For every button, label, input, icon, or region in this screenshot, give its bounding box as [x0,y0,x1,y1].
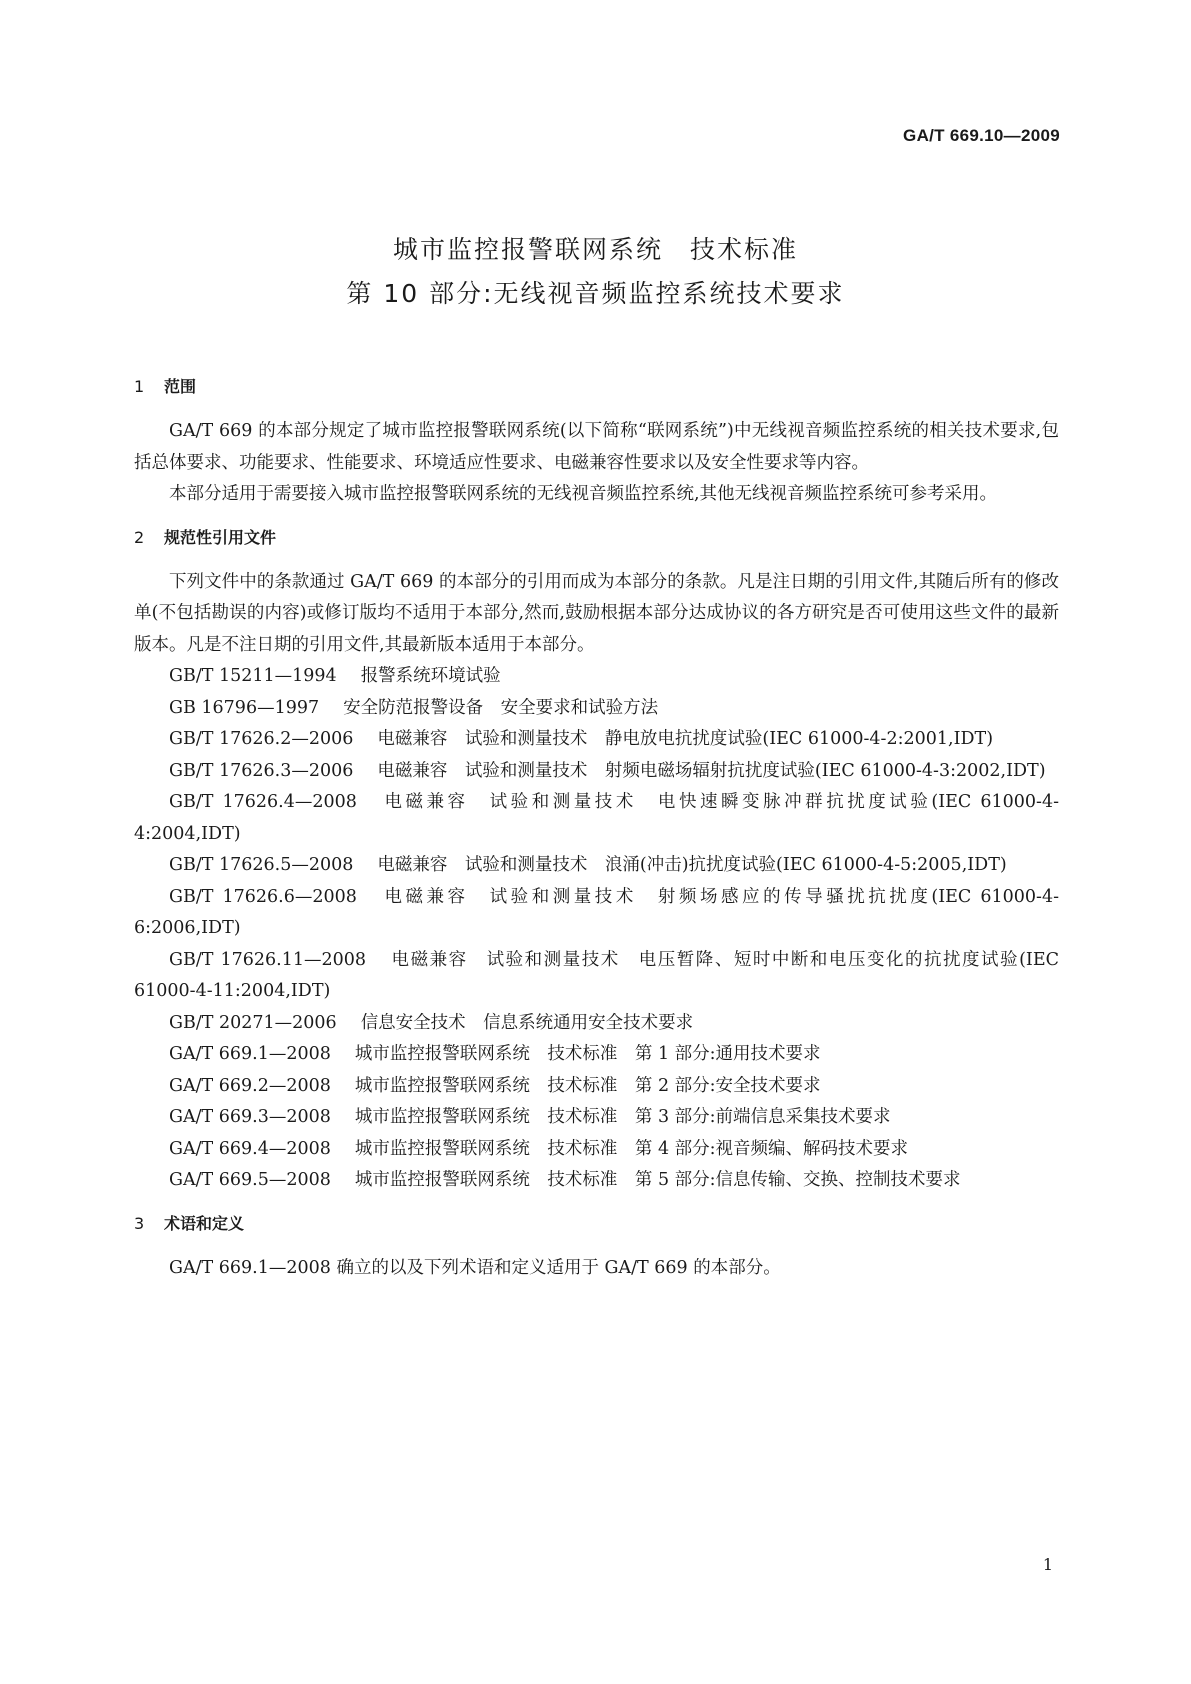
reference-list [134,661,1059,1197]
section-title: 范围 [164,377,197,396]
document-body [134,374,1059,1284]
page-number: 1 [1042,1555,1053,1574]
reference-item: GB/T 17626.2—2006 电磁兼容 试验和测量技术 静电放电抗扰度试验(IEC 61000-4-2:2001,IDT) [169,729,994,749]
section-1-heading [134,374,1059,400]
section-title: 术语和定义 [164,1213,245,1233]
section-3-paragraph: GA/T 669.1—2008 确立的以及下列术语和定义适用于 GA/T 669 的本部分。 [169,1257,781,1278]
reference-item: GA/T 669.4—2008 城市监控报警联网系统 技术标准 第 4 部分:视音频编、解码技术要求 [169,1138,909,1159]
reference-item: GA/T 669.2—2008 城市监控报警联网系统 技术标准 第 2 部分:安全技术要求 [169,1075,821,1096]
section-title: 规范性引用文件 [164,527,277,547]
reference-item: GB/T 17626.5—2008 电磁兼容 试验和测量技术 浪涌(冲击)抗扰度试验(IEC 61000-4-5:2005,IDT) [169,855,1007,875]
document-title [0,228,1191,316]
section-1-paragraph: 本部分适用于需要接入城市监控报警联网系统的无线视音频监控系统,其他无线视音频监控系统可参考采用。 [169,484,998,504]
section-1-paragraph: GA/T 669 的本部分规定了城市监控报警联网系统(以下简称“联网系统”)中无线视音频监控系统的相关技术要求,包括总体要求、功能要求、性能要求、环境适应性要求、电磁兼容性要求以及安全性要求等内容。 [134,421,1059,473]
section-number: 2 [134,527,145,547]
reference-item: GA/T 669.5—2008 城市监控报警联网系统 技术标准 第 5 部分:信息传输、交换、控制技术要求 [169,1170,961,1190]
standard-code: GA/T 669.10—2009 [903,126,1060,145]
section-3-heading [134,1211,1059,1237]
section-number: 3 [134,1213,145,1233]
reference-item: GA/T 669.3—2008 城市监控报警联网系统 技术标准 第 3 部分:前端信息采集技术要求 [169,1107,891,1127]
reference-item: GB/T 17626.4—2008 电磁兼容 试验和测量技术 电快速瞬变脉冲群抗扰度试验(IEC 61000-4-4:2004,IDT) [134,792,1059,844]
section-2-intro: 下列文件中的条款通过 GA/T 669 的本部分的引用而成为本部分的条款。凡是注日期的引用文件,其随后所有的修改单(不包括勘误的内容)或修订版均不适用于本部分,然而,鼓励根据本部分达成协议的各方研究是否可使用这些文件的最新版本。凡是不注日期的引用文件,其最新版本适用于本部分。 [134,571,1059,655]
section-2-heading [134,525,1059,551]
title-line-1: 城市监控报警联网系统 技术标准 [392,235,798,264]
reference-item: GA/T 669.1—2008 城市监控报警联网系统 技术标准 第 1 部分:通用技术要求 [169,1044,821,1064]
reference-item: GB/T 17626.11—2008 电磁兼容 试验和测量技术 电压暂降、短时中断和电压变化的抗扰度试验(IEC 61000-4-11:2004,IDT) [134,949,1059,1001]
section-number: 1 [134,377,145,396]
reference-item: GB/T 17626.6—2008 电磁兼容 试验和测量技术 射频场感应的传导骚扰抗扰度(IEC 61000-4-6:2006,IDT) [134,886,1059,938]
reference-item: GB/T 15211—1994 报警系统环境试验 [169,666,501,686]
title-line-2: 第 10 部分:无线视音频监控系统技术要求 [346,279,845,308]
reference-item: GB 16796—1997 安全防范报警设备 安全要求和试验方法 [169,697,659,718]
reference-item: GB/T 17626.3—2006 电磁兼容 试验和测量技术 射频电磁场辐射抗扰度试验(IEC 61000-4-3:2002,IDT) [169,760,1046,781]
reference-item: GB/T 20271—2006 信息安全技术 信息系统通用安全技术要求 [169,1012,694,1033]
